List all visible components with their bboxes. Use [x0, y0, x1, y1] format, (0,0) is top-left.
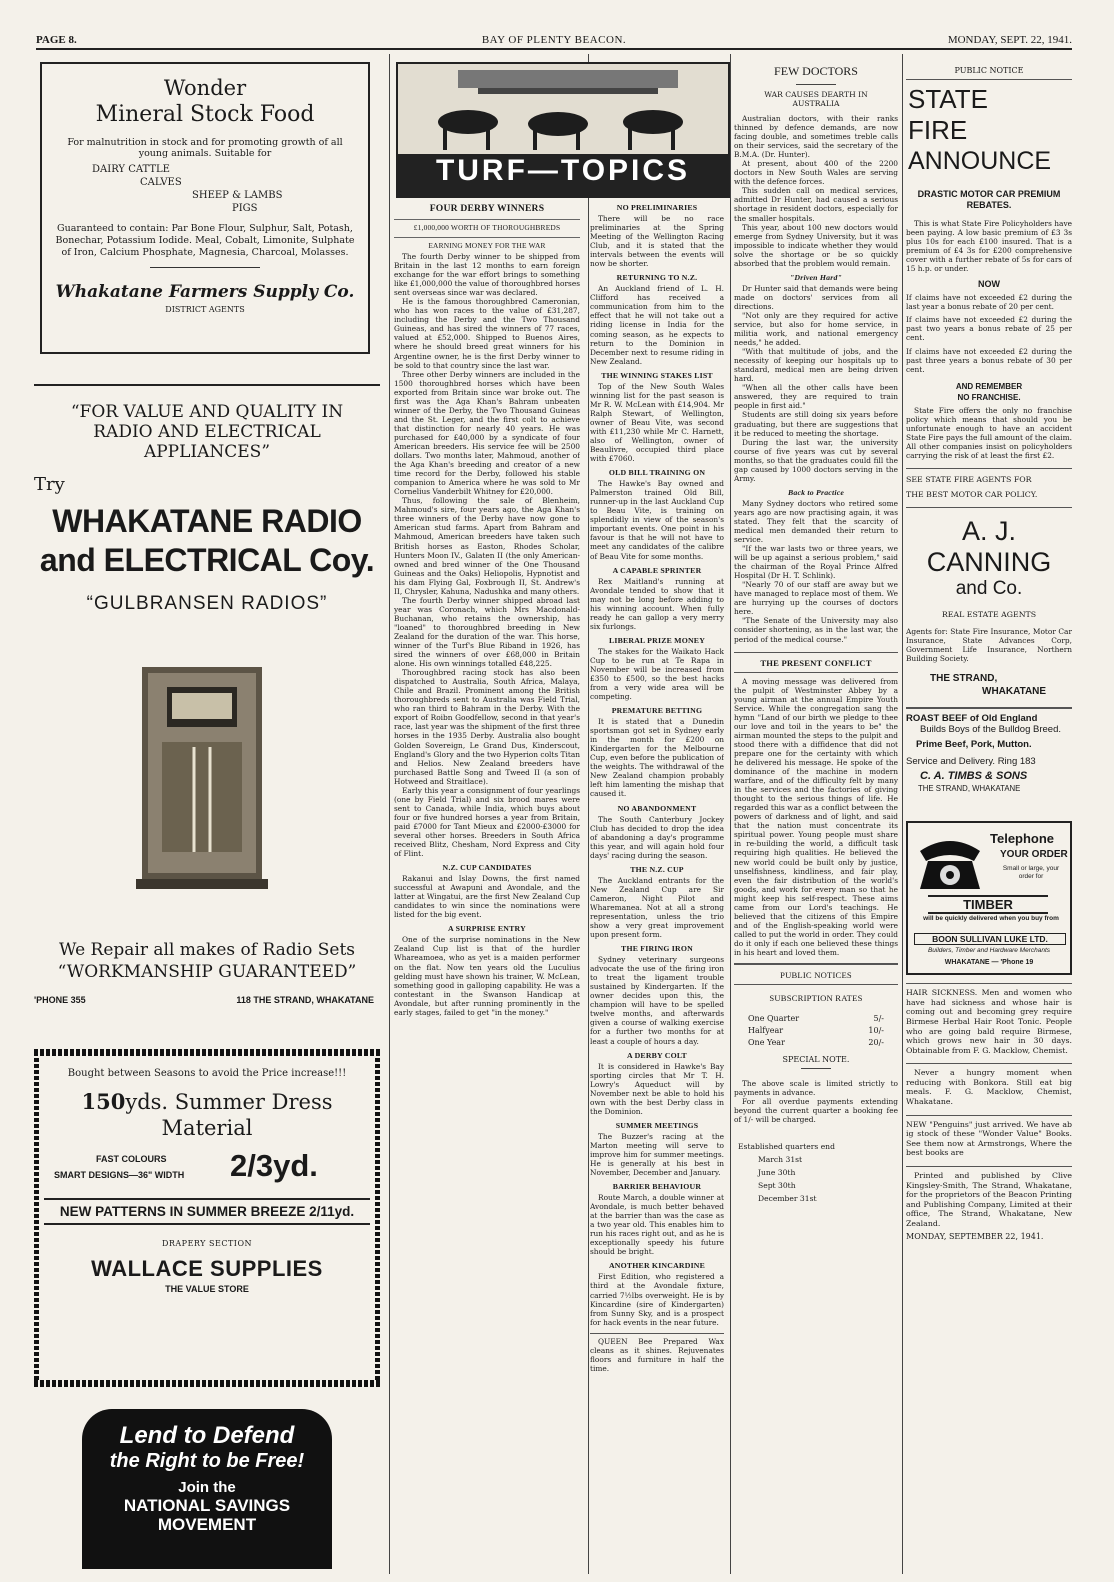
rate-row — [748, 1013, 884, 1025]
imprint-text: Printed and published by Clive Kingsley-Smith, The Strand, Whakatane, for the proprietors of the Beacon Printing and Publishing Company, Limited at their office, The Strand, Whakatane, New Zealand. — [906, 1171, 1072, 1228]
article-paragraph: Many Sydney doctors who retired some years ago are now practising again, it was stated. They felt that the scarcity of medical men demanded their return to service. — [734, 498, 898, 545]
divider — [150, 267, 260, 268]
timbs-line: Builds Boys of the Bulldog Breed. — [920, 724, 1062, 736]
divider — [906, 983, 1072, 984]
article-paragraph: The Auckland entrants for the New Zealand Cup are Sir Cameron, Night Pilot and Wharemanea. Not at all a strong representation, unless the trio show a very great improvement upon present form. — [590, 875, 724, 940]
designs-label: SMART DESIGNS—36" WIDTH — [54, 1170, 185, 1180]
article-title: FEW DOCTORS — [774, 64, 858, 78]
state-fire-heading: STATE — [908, 84, 988, 114]
timber-word: TIMBER — [928, 895, 1048, 914]
notices-title: PUBLIC NOTICES — [780, 970, 852, 981]
article-heading: THE WINNING STAKES LIST — [601, 370, 713, 380]
divider — [906, 707, 1072, 709]
quarters-list — [738, 1140, 898, 1205]
article-paragraph: The Buzzer's racing at the Marton meeting will serve to improve him for summer meetings. He is generally at his best in November, December and January. — [590, 1131, 724, 1178]
divider — [796, 84, 836, 85]
article-heading: BARRIER BEHAVIOUR — [612, 1182, 702, 1192]
national-savings-ad — [82, 1409, 332, 1569]
article-paragraph: An Auckland friend of L. H. Clifford has received a communication from him to the effect that he will not take out a riding license in India for the coming season, as he expects to return to the Dominion in December next to resume riding in New Zealand. — [590, 284, 724, 366]
issue-date: MONDAY, SEPT. 22, 1941. — [947, 34, 1072, 46]
radio-cabinet-image — [122, 657, 282, 897]
article-paragraph: "When all the other calls have been answered, they are required to train people in first aid." — [734, 383, 898, 411]
article-headline: FOUR DERBY WINNERS — [429, 203, 545, 214]
agents-line: THE BEST MOTOR CAR POLICY. — [906, 489, 1038, 499]
divider — [906, 1166, 1072, 1167]
brand-name: “GULBRANSEN RADIOS” — [86, 593, 328, 614]
store-name: and ELECTRICAL Coy. — [39, 542, 375, 578]
quantity-unit: yds. Summer Dress — [125, 1090, 333, 1114]
article-paragraph: Route March, a double winner at Avondale, is much better behaved at the barrier than was the case as a two year old. This enables him to run his races right out, and as he is exceptionally speedy his future should be bright. — [590, 1193, 724, 1257]
ad-contents: Guaranteed to contain: Par Bone Flour, Sulphur, Salt, Potash, Bonechar, Potassium Iodide. Meal, Cobalt, Limonite, Sulphate of Iron, Calcium Phosphate, Magnesia, Charcoal, Molasses. — [55, 223, 355, 258]
article-paragraph: There will be no race preliminaries at the Spring Meeting of the Wellington Racing Club, and it is stated that the intervals between the events will now be shorter. — [590, 214, 724, 269]
news-column — [734, 54, 898, 1574]
telephone-icon — [914, 831, 986, 893]
column-rule — [730, 54, 731, 1574]
timbs-line: Prime Beef, Pork, Mutton. — [916, 739, 1032, 751]
article-paragraph: First Edition, who registered a third at the Avondale fixture, carried 7½lbs overweight. He is by Kincardine (sire of Kindergarten) from Sunny Sky, and is a prospect for hack events in the near future. — [590, 1272, 724, 1327]
price-row — [34, 1148, 380, 1194]
use-item: DAIRY CATTLE — [92, 164, 170, 175]
article-heading: A DERBY COLT — [627, 1050, 687, 1060]
timber-desc: Builders, Timber and Hardware Merchants — [927, 947, 1051, 955]
fast-colours: FAST COLOURS — [96, 1154, 167, 1164]
rates-title: SUBSCRIPTION RATES — [769, 993, 863, 1004]
divider — [734, 652, 898, 653]
article-paragraph: It is considered in Hawke's Bay sporting circles that Mr T. H. Lowry's Aqueduct will by November next be able to hold his own with the best Derby class in the Dominion. — [590, 1061, 724, 1116]
quarters-title: Established quarters end — [738, 1142, 835, 1152]
article-title: THE PRESENT CONFLICT — [760, 657, 872, 668]
quarter-item: Sept 30th — [758, 1181, 796, 1191]
ad-line: Wonder — [163, 76, 247, 100]
article-paragraph: The fourth Derby winner shipped abroad last year was Coronach, which Mrs Macdonald-Buchanan, who retains the ownership, has "loaned" to thoroughbred breeding in New Zealand for the duration of the war. This horse, winner of the Turf's Blue Riband in 1926, has sired the winners of over £68,000 in Britain alone. His own winnings totalled £48,225. — [394, 595, 580, 669]
article-paragraph: The fourth Derby winner to be shipped from Britain in the last 12 months to earn foreign exchange for the war effort brings to something like £1,000,000 the value of thoroughbred horses sent overseas since war was declared. — [394, 252, 580, 298]
article-paragraph: Early this year a consignment of four yearlings (one by Field Trial) and six brood mares were sent to Canada, while India, which buys about four or five hundred horses a year from Britain, paid £7000 for Tant Mieux and £2000-£3000 for several other horses. Breeders in South Africa received Blitz, Chesham, Nord Express and City of Flint. — [394, 785, 580, 859]
agents-line: SEE STATE FIRE AGENTS FOR — [906, 474, 1032, 484]
doctors-article — [734, 114, 898, 644]
timber-phone: WHAKATANE — 'Phone 19 — [944, 959, 1034, 967]
divider — [34, 384, 380, 386]
savings-name: MOVEMENT — [157, 1515, 257, 1534]
article-paragraph: Dr Hunter said that demands were being made on doctors' services from all directions. — [734, 283, 898, 311]
article-heading: "Driven Hard" — [789, 272, 843, 282]
article-heading: PREMATURE BETTING — [611, 706, 703, 716]
claim-text: If claims have not exceeded £2 during the past two years a bonus rebate of 25 per cent. — [906, 315, 1072, 343]
rate-row — [748, 1025, 884, 1037]
article-paragraph: Students are still doing six years before graduating, but there are suggestions that it be reduced to meeting the shortage. — [734, 410, 898, 438]
small-ad: QUEEN Bee Prepared Wax cleans as it shines. Rejuvenates floors and furniture in half the time. — [590, 1333, 724, 1373]
imprint-date: MONDAY, SEPTEMBER 22, 1941. — [906, 1231, 1044, 1241]
article-paragraph: During the last war, the university course of five years was cut by several months, so that the graduates could fill the gap caused by 1000 doctors serving in the Army. — [734, 437, 898, 483]
article-paragraph: Australian doctors, with their ranks thinned by defence demands, are now facing double, and sometimes treble calls on their services, said the secretary of the B.M.A. (Dr. Hunter). — [734, 114, 898, 160]
company-name: Whakatane Farmers Supply Co. — [55, 282, 355, 302]
small-ad: HAIR SICKNESS. Men and women who have had sickness and whose hair is coming out and becoming grey require Birmese Herbal Hair Root Tonic. People who are going bald require Birmese, which grows new hair in 30 days. Obtainable from F. G. Macklow, Chemist. — [906, 988, 1072, 1055]
divider — [906, 468, 1072, 469]
article-heading: SUMMER MEETINGS — [615, 1120, 699, 1130]
state-fire-text: State Fire offers the only no franchise policy which means that should you be unfortunate enough to have an accident State Fire pays the full amount of the claim. All other companies insist on policyholders carrying the risk of at least the first £2. — [906, 405, 1072, 460]
claim-text: If claims have not exceeded £2 during the past three years a bonus rebate of 30 per cent. — [906, 346, 1072, 374]
state-fire-subheading: DRASTIC MOTOR CAR PREMIUM REBATES. — [917, 189, 1061, 210]
divider — [801, 1068, 831, 1069]
article-paragraph: Top of the New South Wales winning list for the past season is Mr R. W. McLean with £14,904. Mr Ralph Stewart, of Wellington, owner of Beau Vite, was second with £11,230 while Mr C. Harnett, also of Wellington, owner of Beaulivre, occupied third place with £7060. — [590, 381, 724, 464]
divider — [906, 507, 1072, 508]
turf-topics-title: TURF—TOPICS — [435, 154, 691, 187]
article-heading: THE FIRING IRON — [621, 944, 693, 954]
timber-telephone: Telephone — [990, 831, 1055, 847]
quarter-item: March 31st — [758, 1155, 803, 1165]
timber-quick: will be quickly delivered when you buy from — [923, 915, 1059, 923]
no-franchise-heading: NO FRANCHISE. — [957, 392, 1021, 402]
canning-agents: Agents for: State Fire Insurance, Motor Car Insurance, State Advances Corp, Government Life Insurance, Northern Building Society. — [906, 626, 1072, 664]
drapery-ad — [34, 1049, 380, 1394]
column-rule — [902, 54, 903, 1574]
turf-topics-banner — [396, 62, 730, 198]
ad-intro: For malnutrition in stock and for promoting growth of all young animals. Suitable for — [67, 137, 343, 159]
divider — [906, 1063, 1072, 1064]
ad-intro: Bought between Seasons to avoid the Price increase!!! — [67, 1068, 347, 1079]
divider — [734, 963, 898, 965]
canning-address: WHAKATANE — [982, 686, 1047, 698]
canning-name: A. J. CANNING — [926, 515, 1052, 577]
article-paragraph: Rakanui and Islay Downs, the first named successful at Awapuni and Avondale, and the latter at Wingatui, are the first New Zealand Cup candidates to win since the nominations were listed for the big event. — [394, 874, 580, 920]
ad-headline: Material — [161, 1116, 253, 1140]
timber-ad — [906, 821, 1072, 975]
rate-price: 10/- — [868, 1026, 884, 1036]
page-number: PAGE 8. — [36, 34, 77, 46]
timbs-name: C. A. TIMBS & SONS — [920, 770, 1028, 783]
divider — [906, 1115, 1072, 1116]
article-paragraph: The stakes for the Waikato Hack Cup to be run at Te Rapa in November will be increased from £350 to £500, so the best hacks from a very wide area will be competing. — [590, 646, 724, 702]
article-paragraph: Thus, following the sale of Blenheim, Mahmoud's sire, four years ago, the Aga Khan's three winners of the Derby have now gone to American stud farms. Apart from Bahram and Mahmoud, American breeders have taken such British horses as Easton, Rhodes Scholar, Hunters Moon IV., Galaten II (the only American-owned and bred winner of the One Thousand Guineas and the Oaks) Heliopolis, Hypnotist and his dam Flying Gal, Foxbrough II, St. Andrew's II, Chrysler, Kahuna, Nadushka and many others. — [394, 496, 580, 596]
article-paragraph: Three other Derby winners are included in the 1500 thoroughbred horses which have been exported from Britain since war broke out. The first was the Aga Khan's Bahram unbeaten winner of the Derby, the Two Thousand Guineas and the St. Leger, and the first colt to achieve that distinction for nearly 40 years. He was purchased for £40,000 by a syndicate of four American breeders. His service fee will be 2500 dollars. Two months later, Mahmoud, another of the Aga Khan's breeding and creator of a new time record for the Derby, followed his stable companion to America where he was sold to Mr Cornelius Vanderbilt Whitney for £20,000. — [394, 369, 580, 497]
quarter-item: June 30th — [758, 1168, 796, 1178]
article-heading: RETURNING TO N.Z. — [616, 273, 698, 283]
state-fire-heading: FIRE — [908, 115, 968, 145]
turf-column-2 — [590, 198, 724, 1573]
article-paragraph: "With that multitude of jobs, and the necessity of keeping our hospitals up to standard, medical men are being driven hard. — [734, 347, 898, 384]
note-text: For all overdue payments extending beyond the current quarter a booking fee of 1/- will be charged. — [734, 1097, 898, 1125]
article-paragraph: This year, about 100 new doctors would emerge from Sydney University, but it was impossible to indicate whether they would solve the shortage or be so quickly absorbed that the problem would remain. — [734, 222, 898, 268]
article-heading: LIBERAL PRIZE MONEY — [608, 635, 706, 645]
canning-address: THE STRAND, — [930, 673, 998, 685]
store-address: 118 THE STRAND, WHAKATANE — [236, 995, 374, 1005]
article-paragraph: "The Senate of the University may also consider shortening, as in the last war, the period of the medical course." — [734, 616, 898, 644]
article-paragraph: Rex Maitland's running at Avondale tended to show that it may not be long before adding to his winning account. When fully ready he can gallop a very merry six furlongs. — [590, 576, 724, 631]
rate-price: 5/- — [873, 1014, 884, 1024]
timber-order: YOUR ORDER — [1000, 849, 1068, 861]
ad-headline — [34, 1089, 380, 1114]
canning-co: and Co. — [955, 577, 1023, 599]
newspaper-title: BAY OF PLENTY BEACON. — [481, 34, 627, 46]
article-paragraph: "If the war lasts two or three years, we will be up against a serious problem," said the chairman of the Royal Prince Alfred Hospital (Dr H. T. Schlink). — [734, 544, 898, 581]
notice-label: PUBLIC NOTICE — [954, 66, 1024, 75]
article-paragraph: "Nearly 70 of our staff are away but we have managed to replace most of them. We are hurrying up the courses of doctors here. — [734, 580, 898, 617]
article-paragraph: The Hawke's Bay owned and Palmerston trained Old Bill, runner-up in the last Auckland Cup to Beau Vite, is training on splendidly in view of the season's important events. One point in his favour is that he will not have to meet any candidates of the calibre of Beau Vite for some months. — [590, 479, 724, 561]
border-pattern — [34, 1380, 380, 1387]
racehorses-image — [398, 64, 728, 154]
agents-label: DISTRICT AGENTS — [165, 305, 245, 314]
notices-column — [906, 54, 1072, 1574]
rate-label: One Year — [748, 1038, 785, 1048]
use-item: PIGS — [232, 203, 258, 214]
quantity: 150 — [81, 1089, 126, 1114]
small-ad: NEW "Penguins" just arrived. We have ab ig stock of these "Wonder Value" Books. See them now at Armstrongs, Where the best books are — [906, 1119, 1072, 1158]
article-heading: A SURPRISE ENTRY — [448, 924, 526, 934]
now-heading: NOW — [978, 279, 1000, 290]
article-subtitle: WAR CAUSES DEARTH IN AUSTRALIA — [764, 90, 868, 108]
article-heading: A CAPABLE SPRINTER — [612, 565, 702, 575]
savings-join: Join the — [178, 1479, 236, 1496]
rates-table — [748, 1013, 884, 1049]
uses-list — [92, 163, 368, 215]
masthead — [36, 34, 1072, 50]
store-name: WHAKATANE RADIO — [52, 503, 362, 539]
state-fire-heading: ANNOUNCE — [908, 147, 1052, 175]
rate-label: One Quarter — [748, 1014, 800, 1024]
ad-headline: Mineral Stock Food — [95, 102, 315, 127]
article-subheading: £1,000,000 WORTH OF THOROUGHBREDS — [394, 219, 580, 232]
article-paragraph: Thoroughbred racing stock has also been dispatched to Australia, South Africa, Malaya, Chile and Brazil. Prominent among the British thoroughbreds sent to Australia was Field Trial, who ran third to Bahram in the Derby. With the export of Roibn Goodfellow, second in that year's race, last year was the shipment of the first three horses in the 1935 Derby. Australia also bought Golden Sovereign, Le Grand Dus, Kinderscout, England's Glory and the two Hyperion colts Titan and Helios. New Zealand breeders have purchased Battle Song and Tweed II (a son of Hotweed and Straitlace). — [394, 668, 580, 786]
article-heading: NO PRELIMINARIES — [616, 203, 698, 212]
quarter-item: December 31st — [758, 1194, 817, 1204]
divider — [734, 984, 898, 985]
article-heading: Back to Practice — [787, 487, 845, 497]
section-label: DRAPERY SECTION — [161, 1239, 253, 1248]
savings-slogan: Lend to Defend — [119, 1422, 295, 1449]
turf-column-1 — [394, 198, 580, 1573]
article-heading: OLD BILL TRAINING ON — [608, 468, 706, 478]
repair-text: We Repair all makes of Radio Sets — [58, 940, 356, 960]
use-item: CALVES — [140, 177, 182, 188]
article-paragraph: One of the surprise nominations in the New Zealand Cup list is that of the hurdler Whareamoea, who as yet is a maiden performer on the flat. Now ten years old the Luculius gelding must have shown his trainer, W. McLean, something good in galloping capability. He was a contestant in the Swanson Handicap at Avondale, but after running prominently in the early stages, failed to get "in the money." — [394, 935, 580, 1017]
article-subheading: EARNING MONEY FOR THE WAR — [394, 237, 580, 250]
rate-row — [748, 1037, 884, 1049]
note-text: The above scale is limited strictly to payments in advance. — [734, 1079, 898, 1098]
rate-label: Halfyear — [748, 1026, 784, 1036]
timbs-line: ROAST BEEF of Old England — [906, 713, 1038, 725]
article-heading: THE N.Z. CUP — [630, 864, 684, 874]
special-note-title: SPECIAL NOTE. — [782, 1055, 850, 1065]
small-ad: Never a hungry moment when reducing with Bonkora. Still eat big meals. F. G. Macklow, Chemist, Whakatane. — [906, 1068, 1072, 1107]
radio-ad — [34, 402, 380, 1042]
article-paragraph: It is stated that a Dunedin sportsman got set in Sydney early in the month for £200 on Kindergarten for the Melbourne Cup, even before the publication of the weights. The withdrawal of the New Zealand champion probably left him lamenting the mishap that caused it. — [590, 717, 724, 799]
article-paragraph: The South Canterbury Jockey Club has decided to drop the idea of abandoning a day's programme this year, and will again hold four days' racing during the season. — [590, 814, 724, 860]
timbs-address: THE STRAND, WHAKATANE — [918, 784, 1021, 794]
state-fire-text: This is what State Fire Policyholders have been paying. A low basic premium of £3 3s plus 10s for each £100 insured. That is a premium of £4 3s for £200 comprehensive cover with a further rebate of 5s for cars of 15 h.p. or under. — [906, 219, 1072, 274]
ad-try: Try — [34, 474, 65, 495]
article-paragraph: This sudden call on medical services, admitted Dr Hunter, had caused a serious shortage in resident doctors, especially for the smaller hospitals. — [734, 186, 898, 223]
guarantee-text: “WORKMANSHIP GUARANTEED” — [57, 962, 357, 982]
store-tagline: THE VALUE STORE — [165, 1284, 249, 1294]
savings-slogan: the Right to be Free! — [109, 1450, 305, 1472]
border-pattern — [34, 1049, 380, 1056]
timber-company: BOON SULLIVAN LUKE LTD. — [914, 933, 1066, 945]
patterns-banner: NEW PATTERNS IN SUMMER BREEZE 2/11yd. — [44, 1198, 370, 1225]
ad-slogan: “FOR VALUE AND QUALITY IN RADIO AND ELECTRICAL APPLIANCES” — [70, 402, 344, 462]
border-pattern — [375, 1056, 380, 1380]
stock-food-ad — [40, 62, 370, 354]
article-paragraph: He is the famous thoroughbred Cameronian, who has won races to the value of £31,287, including the Derby and the Two Thousand Guineas, and has sired the winners of 77 races, valued at £52,000. Shipped to Buenos Aires, where he should breed great winners for his Argentine owner, he is the first Derby winner to be sold to that country since the last war. — [394, 297, 580, 370]
timbs-line: Service and Delivery. Ring 183 — [906, 756, 1036, 768]
price: 2/3yd. — [230, 1148, 318, 1183]
store-name: WALLACE SUPPLIES — [91, 1256, 323, 1281]
remember-heading: AND REMEMBER — [955, 381, 1023, 391]
use-item: SHEEP & LAMBS — [192, 190, 283, 201]
article-heading: N.Z. CUP CANDIDATES — [442, 863, 532, 873]
column-rule — [588, 54, 589, 1574]
claim-text: If claims have not exceeded £2 during the last year a bonus rebate of 20 per cent. — [906, 293, 1072, 312]
divider — [906, 79, 1072, 80]
article-paragraph: "Not only are they required for active service, but also for home service, in militia work, and national emergency needs," he added. — [734, 310, 898, 348]
phone-number: 'PHONE 355 — [34, 995, 86, 1005]
border-pattern — [34, 1056, 39, 1380]
article-paragraph: At present, about 400 of the 2200 doctors in New South Wales are serving with the defence forces. — [734, 159, 898, 187]
article-heading: NO ABANDONMENT — [617, 803, 697, 813]
divider — [734, 672, 898, 673]
canning-role: REAL ESTATE AGENTS — [941, 609, 1037, 619]
advert-column — [34, 54, 380, 1574]
column-rule — [389, 54, 390, 1574]
savings-name: NATIONAL SAVINGS — [123, 1496, 291, 1515]
article-paragraph: Sydney veterinary surgeons advocate the use of the firing iron to treat the ligament trouble sustained by Kindergarten. If the owner decides upon this, the champion will have to be spelled twelve months, and afterwards given a course of walking exercise for a further two months for at least a couple of hours a day. — [590, 955, 724, 1046]
rate-price: 20/- — [868, 1038, 884, 1048]
timber-small: Small or large, your order for — [1002, 865, 1060, 881]
article-heading: ANOTHER KINCARDINE — [608, 1261, 706, 1271]
article-text: A moving message was delivered from the pulpit of Westminster Abbey by a young airman at the annual Empire Youth Service. While the congregation sang the hymn "Land of our birth we pledge to thee our love and toil in the years to be" the airman mounted the steps to the pulpit and stood there with a diffidence that did not prepare one for the certainty with which he delivered his message. He spoke of the dominance of the machine in modern warfare, and of the difficulty felt by many in the services and the factories of giving thought to the serious things of life. He regarded this war as a conflict between the powers of darkness and of light, and said that the nation must concentrate its spiritual power. Young people must share in re-building the world, a difficult task requiring high qualities. He believed the new world could be built only by justice, unselfishness, kindliness, and fair play, even the fair distribution of the world's goods, and work for every man so that he might keep his self-respect. These aims came from our Lord's teachings. He believed that the citizens of this Empire and of the English-speaking world were called to put the world in order. They could do it only if each one believed these things in his heart and loved them. — [734, 676, 898, 957]
